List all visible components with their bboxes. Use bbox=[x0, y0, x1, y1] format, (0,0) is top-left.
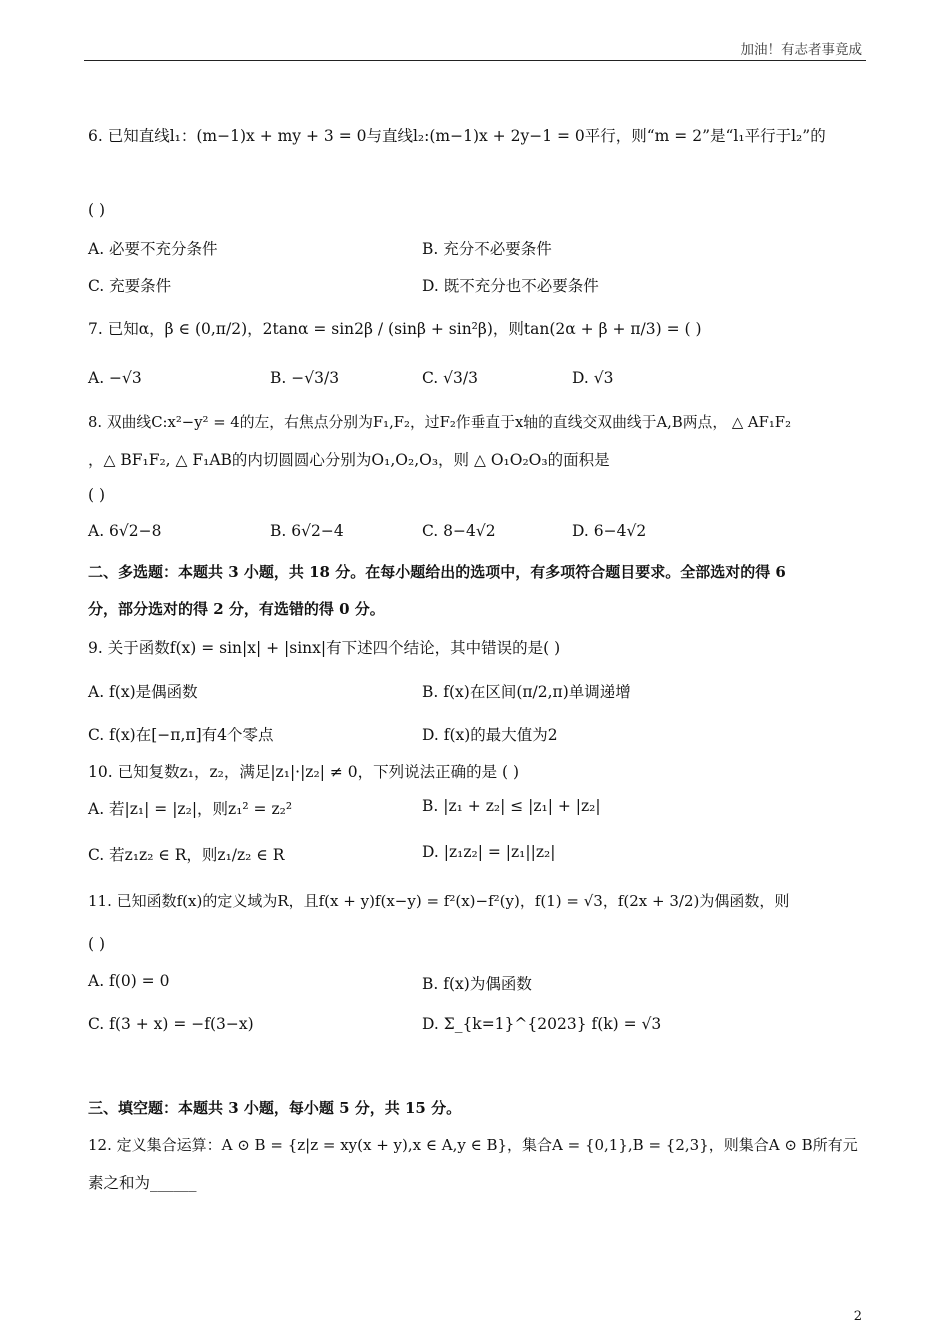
q6-option-c: C. 充要条件 bbox=[88, 277, 172, 295]
q6-blank: ( ) bbox=[88, 201, 106, 219]
q6-option-d: D. 既不充分也不必要条件 bbox=[422, 277, 599, 295]
q8-option-a: A. 6√2−8 bbox=[88, 522, 162, 540]
q12-stem-line1: 12. 定义集合运算：A ⊙ B = {z|z = xy(x + y),x ∈ A,y ∈ B}，集合A = {0,1},B = {2,3}，则集合A ⊙ B所有元 bbox=[88, 1136, 858, 1154]
q7-option-b: B. −√3/3 bbox=[270, 369, 340, 387]
q9-option-a: A. f(x)是偶函数 bbox=[88, 683, 198, 701]
q10-stem: 10. 已知复数z₁，z₂，满足|z₁|·|z₂| ≠ 0，下列说法正确的是 ( ) bbox=[88, 763, 520, 781]
q8-option-c: C. 8−4√2 bbox=[422, 522, 496, 540]
q12-stem-line2: 素之和为______ bbox=[88, 1174, 197, 1192]
q9-stem: 9. 关于函数f(x) = sin|x| + |sinx|有下述四个结论，其中错误的是( ) bbox=[88, 639, 561, 657]
q9-option-d: D. f(x)的最大值为2 bbox=[422, 726, 558, 744]
q11-option-a: A. f(0) = 0 bbox=[88, 972, 170, 990]
section3-heading: 三、填空题：本题共 3 小题，每小题 5 分，共 15 分。 bbox=[88, 1099, 462, 1117]
q10-option-b: B. |z₁ + z₂| ≤ |z₁| + |z₂| bbox=[422, 797, 601, 815]
q8-blank: ( ) bbox=[88, 486, 106, 504]
section2-heading-line2: 分，部分选对的得 2 分，有选错的得 0 分。 bbox=[88, 600, 385, 618]
q8-option-d: D. 6−4√2 bbox=[572, 522, 647, 540]
header-divider bbox=[84, 60, 866, 61]
q6-option-b: B. 充分不必要条件 bbox=[422, 240, 552, 258]
q7-stem: 7. 已知α，β ∈ (0,π/2)，2tanα = sin2β / (sinβ + sin²β)，则tan(2α + β + π/3) = ( ) bbox=[88, 320, 702, 338]
q7-option-c: C. √3/3 bbox=[422, 369, 478, 387]
q11-option-b: B. f(x)为偶函数 bbox=[422, 975, 532, 993]
q9-option-c: C. f(x)在[−π,π]有4个零点 bbox=[88, 726, 274, 744]
q8-stem-line2: ，△ BF₁F₂, △ F₁AB的内切圆圆心分别为O₁,O₂,O₃，则 △ O₁O₂O₃的面积是 bbox=[88, 451, 610, 469]
q7-option-d: D. √3 bbox=[572, 369, 614, 387]
q10-option-c: C. 若z₁z₂ ∈ R，则z₁/z₂ ∈ R bbox=[88, 846, 285, 864]
q8-stem-line1: 8. 双曲线C:x²−y² = 4的左，右焦点分别为F₁,F₂，过F₂作垂直于x轴的直线交双曲线于A,B两点， △ AF₁F₂ bbox=[88, 414, 791, 431]
q9-option-b: B. f(x)在区间(π/2,π)单调递增 bbox=[422, 683, 631, 701]
section2-heading-line1: 二、多选题：本题共 3 小题，共 18 分。在每小题给出的选项中，有多项符合题目要求。全部选对的得 6 bbox=[88, 563, 786, 581]
q11-blank: ( ) bbox=[88, 935, 106, 953]
q8-option-b: B. 6√2−4 bbox=[270, 522, 344, 540]
q6-stem: 6. 已知直线l₁：(m−1)x + my + 3 = 0与直线l₂:(m−1)x + 2y−1 = 0平行，则“m = 2”是“l₁平行于l₂”的 bbox=[88, 127, 826, 145]
header-motto: 加油！有志者事竟成 bbox=[740, 42, 862, 58]
q10-option-d: D. |z₁z₂| = |z₁||z₂| bbox=[422, 843, 556, 861]
q11-stem: 11. 已知函数f(x)的定义域为R，且f(x + y)f(x−y) = f²(x)−f²(y)，f(1) = √3，f(2x + 3/2)为偶函数，则 bbox=[88, 892, 790, 910]
q6-option-a: A. 必要不充分条件 bbox=[88, 240, 218, 258]
q11-option-c: C. f(3 + x) = −f(3−x) bbox=[88, 1015, 254, 1033]
q11-option-d: D. Σ_{k=1}^{2023} f(k) = √3 bbox=[422, 1015, 662, 1033]
q10-option-a: A. 若|z₁| = |z₂|，则z₁² = z₂² bbox=[88, 800, 293, 818]
page-number: 2 bbox=[853, 1309, 862, 1324]
q7-option-a: A. −√3 bbox=[88, 369, 142, 387]
